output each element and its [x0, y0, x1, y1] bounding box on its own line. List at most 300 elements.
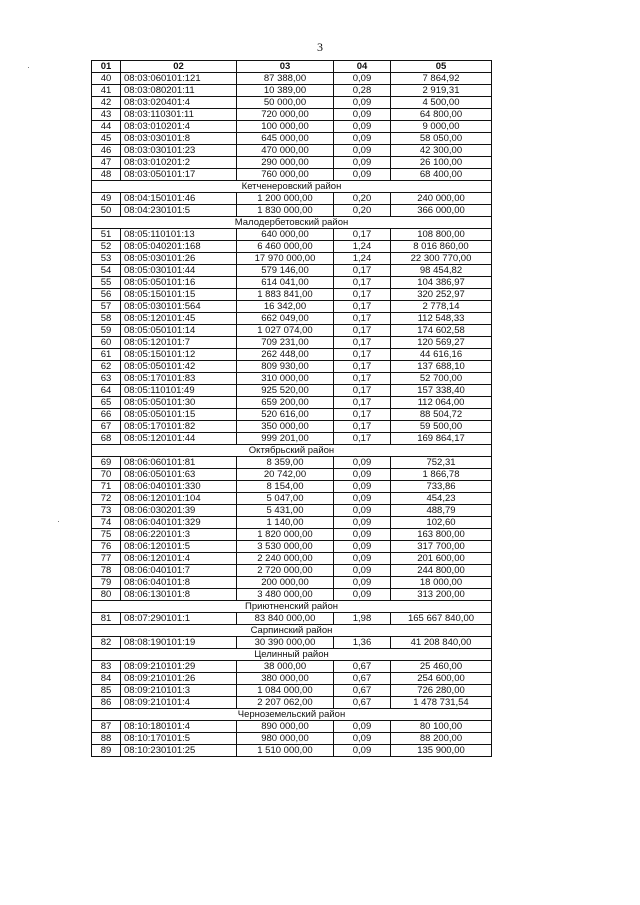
row-number: 44	[92, 121, 121, 133]
table-row	[92, 385, 492, 397]
cadastral-value: 290 000,00	[237, 157, 334, 169]
row-number: 78	[92, 565, 121, 577]
cadastral-number: 08:03:030101:23	[121, 145, 237, 157]
table-row	[92, 529, 492, 541]
cadastral-value: 1 084 000,00	[237, 685, 334, 697]
table-row	[92, 289, 492, 301]
tax-amount: 88 504,72	[391, 409, 492, 421]
tax-rate: 0,17	[334, 325, 391, 337]
tax-amount: 68 400,00	[391, 169, 492, 181]
cadastral-value: 1 830 000,00	[237, 205, 334, 217]
table-row	[92, 553, 492, 565]
cadastral-number: 08:05:040201:168	[121, 241, 237, 253]
cadastral-value: 8 359,00	[237, 457, 334, 469]
row-number: 42	[92, 97, 121, 109]
tax-rate: 0,17	[334, 397, 391, 409]
table-row	[92, 517, 492, 529]
tax-amount: 88 200,00	[391, 733, 492, 745]
table-row	[92, 313, 492, 325]
row-number: 83	[92, 661, 121, 673]
district-name: Сарпинский район	[92, 625, 492, 637]
table-row	[92, 565, 492, 577]
cadastral-number: 08:05:110101:13	[121, 229, 237, 241]
district-header-row	[92, 709, 492, 721]
cadastral-number: 08:05:120101:44	[121, 433, 237, 445]
row-number: 69	[92, 457, 121, 469]
cadastral-number: 08:03:010201:2	[121, 157, 237, 169]
row-number: 48	[92, 169, 121, 181]
tax-rate: 0,17	[334, 289, 391, 301]
cadastral-value: 16 342,00	[237, 301, 334, 313]
tax-amount: 112 548,33	[391, 313, 492, 325]
tax-rate: 0,09	[334, 553, 391, 565]
tax-amount: 44 616,16	[391, 349, 492, 361]
district-header-row	[92, 649, 492, 661]
cadastral-number: 08:06:050101:63	[121, 469, 237, 481]
row-number: 66	[92, 409, 121, 421]
tax-rate: 1,98	[334, 613, 391, 625]
tax-amount: 240 000,00	[391, 193, 492, 205]
row-number: 65	[92, 397, 121, 409]
tax-rate: 0,09	[334, 145, 391, 157]
cadastral-value: 1 510 000,00	[237, 745, 334, 757]
cadastral-value: 520 616,00	[237, 409, 334, 421]
cadastral-value: 200 000,00	[237, 577, 334, 589]
column-header: 03	[237, 61, 334, 73]
tax-amount: 41 208 840,00	[391, 637, 492, 649]
cadastral-number: 08:03:010201:4	[121, 121, 237, 133]
table-row	[92, 157, 492, 169]
cadastral-number: 08:09:210101:3	[121, 685, 237, 697]
tax-rate: 0,09	[334, 121, 391, 133]
cadastral-number: 08:06:030201:39	[121, 505, 237, 517]
row-number: 71	[92, 481, 121, 493]
tax-amount: 80 100,00	[391, 721, 492, 733]
tax-amount: 244 800,00	[391, 565, 492, 577]
table-row	[92, 373, 492, 385]
tax-rate: 0,17	[334, 361, 391, 373]
row-number: 81	[92, 613, 121, 625]
cadastral-number: 08:03:050101:17	[121, 169, 237, 181]
cadastral-number: 08:06:220101:3	[121, 529, 237, 541]
row-number: 51	[92, 229, 121, 241]
tax-rate: 0,09	[334, 157, 391, 169]
cadastral-value: 350 000,00	[237, 421, 334, 433]
table-row	[92, 421, 492, 433]
cadastral-number: 08:05:150101:12	[121, 349, 237, 361]
row-number: 60	[92, 337, 121, 349]
cadastral-value: 614 041,00	[237, 277, 334, 289]
row-number: 54	[92, 265, 121, 277]
row-number: 61	[92, 349, 121, 361]
cadastral-number: 08:05:120101:45	[121, 313, 237, 325]
cadastral-number: 08:09:210101:4	[121, 697, 237, 709]
cadastral-number: 08:05:170101:83	[121, 373, 237, 385]
row-number: 84	[92, 673, 121, 685]
tax-amount: 1 866,78	[391, 469, 492, 481]
row-number: 52	[92, 241, 121, 253]
tax-rate: 0,09	[334, 565, 391, 577]
cadastral-value: 38 000,00	[237, 661, 334, 673]
cadastral-number: 08:04:230101:5	[121, 205, 237, 217]
cadastral-number: 08:06:120101:4	[121, 553, 237, 565]
row-number: 74	[92, 517, 121, 529]
cadastral-number: 08:03:030101:8	[121, 133, 237, 145]
cadastral-value: 6 460 000,00	[237, 241, 334, 253]
tax-amount: 25 460,00	[391, 661, 492, 673]
table-row	[92, 229, 492, 241]
cadastral-value: 87 388,00	[237, 73, 334, 85]
cadastral-value: 709 231,00	[237, 337, 334, 349]
tax-rate: 0,09	[334, 541, 391, 553]
column-header: 01	[92, 61, 121, 73]
table-row	[92, 493, 492, 505]
district-header-row	[92, 217, 492, 229]
table-row	[92, 541, 492, 553]
tax-rate: 0,09	[334, 505, 391, 517]
tax-amount: 59 500,00	[391, 421, 492, 433]
tax-rate: 0,09	[334, 529, 391, 541]
table-row	[92, 121, 492, 133]
cadastral-number: 08:05:050101:42	[121, 361, 237, 373]
tax-rate: 0,17	[334, 313, 391, 325]
tax-rate: 0,20	[334, 193, 391, 205]
tax-amount: 7 864,92	[391, 73, 492, 85]
row-number: 89	[92, 745, 121, 757]
cadastral-number: 08:05:050101:30	[121, 397, 237, 409]
tax-rate: 0,67	[334, 673, 391, 685]
row-number: 45	[92, 133, 121, 145]
row-number: 55	[92, 277, 121, 289]
cadastral-value: 1 140,00	[237, 517, 334, 529]
cadastral-value: 30 390 000,00	[237, 637, 334, 649]
cadastral-value: 3 480 000,00	[237, 589, 334, 601]
row-number: 62	[92, 361, 121, 373]
cadastral-number: 08:10:170101:5	[121, 733, 237, 745]
cadastral-number: 08:06:120101:104	[121, 493, 237, 505]
row-number: 72	[92, 493, 121, 505]
tax-rate: 0,17	[334, 277, 391, 289]
tax-amount: 104 386,97	[391, 277, 492, 289]
district-header-row	[92, 445, 492, 457]
row-number: 53	[92, 253, 121, 265]
cadastral-number: 08:05:110101:49	[121, 385, 237, 397]
table-row	[92, 637, 492, 649]
tax-rate: 1,24	[334, 241, 391, 253]
cadastral-value: 470 000,00	[237, 145, 334, 157]
cadastral-number: 08:10:180101:4	[121, 721, 237, 733]
table-row	[92, 577, 492, 589]
table-row	[92, 133, 492, 145]
table-row	[92, 673, 492, 685]
cadastral-number: 08:06:040101:329	[121, 517, 237, 529]
cadastral-value: 100 000,00	[237, 121, 334, 133]
tax-amount: 2 778,14	[391, 301, 492, 313]
tax-rate: 0,09	[334, 73, 391, 85]
row-number: 86	[92, 697, 121, 709]
district-header-row	[92, 625, 492, 637]
cadastral-value: 760 000,00	[237, 169, 334, 181]
table-row	[92, 481, 492, 493]
tax-rate: 0,17	[334, 409, 391, 421]
cadastral-value: 720 000,00	[237, 109, 334, 121]
district-name: Черноземельский район	[92, 709, 492, 721]
tax-rate: 0,09	[334, 721, 391, 733]
table-row	[92, 733, 492, 745]
row-number: 59	[92, 325, 121, 337]
tax-rate: 0,17	[334, 229, 391, 241]
table-row	[92, 721, 492, 733]
table-row	[92, 325, 492, 337]
tax-amount: 42 300,00	[391, 145, 492, 157]
cadastral-value: 2 720 000,00	[237, 565, 334, 577]
tax-amount: 64 800,00	[391, 109, 492, 121]
table-row	[92, 73, 492, 85]
cadastral-number: 08:10:230101:25	[121, 745, 237, 757]
cadastral-value: 2 240 000,00	[237, 553, 334, 565]
tax-rate: 0,17	[334, 421, 391, 433]
table-row	[92, 205, 492, 217]
cadastral-number: 08:03:060101:121	[121, 73, 237, 85]
tax-amount: 733,86	[391, 481, 492, 493]
table-row	[92, 685, 492, 697]
cadastral-value: 1 820 000,00	[237, 529, 334, 541]
tax-rate: 0,09	[334, 109, 391, 121]
tax-rate: 0,67	[334, 685, 391, 697]
cadastral-value: 8 154,00	[237, 481, 334, 493]
cadastral-value: 17 970 000,00	[237, 253, 334, 265]
row-number: 70	[92, 469, 121, 481]
column-header: 02	[121, 61, 237, 73]
table-row	[92, 253, 492, 265]
table-row	[92, 397, 492, 409]
tax-rate: 0,17	[334, 433, 391, 445]
cadastral-value: 1 883 841,00	[237, 289, 334, 301]
row-number: 75	[92, 529, 121, 541]
tax-rate: 0,09	[334, 133, 391, 145]
cadastral-number: 08:05:030101:26	[121, 253, 237, 265]
cadastral-number: 08:05:030101:564	[121, 301, 237, 313]
tax-rate: 0,67	[334, 661, 391, 673]
cadastral-number: 08:05:050101:16	[121, 277, 237, 289]
tax-amount: 317 700,00	[391, 541, 492, 553]
table-header-row	[92, 61, 492, 73]
row-number: 57	[92, 301, 121, 313]
table-row	[92, 145, 492, 157]
tax-amount: 112 064,00	[391, 397, 492, 409]
district-name: Кетченеровский район	[92, 181, 492, 193]
cadastral-value: 925 520,00	[237, 385, 334, 397]
tax-amount: 320 252,97	[391, 289, 492, 301]
row-number: 47	[92, 157, 121, 169]
table-row	[92, 433, 492, 445]
cadastral-number: 08:06:130101:8	[121, 589, 237, 601]
tax-rate: 0,17	[334, 265, 391, 277]
tax-rate: 0,09	[334, 469, 391, 481]
tax-rate: 0,09	[334, 745, 391, 757]
cadastral-value: 5 047,00	[237, 493, 334, 505]
cadastral-number: 08:05:120101:7	[121, 337, 237, 349]
tax-amount: 18 000,00	[391, 577, 492, 589]
cadastral-value: 640 000,00	[237, 229, 334, 241]
table-row	[92, 409, 492, 421]
cadastral-value: 662 049,00	[237, 313, 334, 325]
cadastral-table	[91, 60, 492, 757]
cadastral-number: 08:06:040101:8	[121, 577, 237, 589]
row-number: 56	[92, 289, 121, 301]
district-name: Целинный район	[92, 649, 492, 661]
row-number: 80	[92, 589, 121, 601]
cadastral-number: 08:05:030101:44	[121, 265, 237, 277]
table-row	[92, 337, 492, 349]
tax-amount: 135 900,00	[391, 745, 492, 757]
row-number: 73	[92, 505, 121, 517]
table-row	[92, 193, 492, 205]
table-row	[92, 469, 492, 481]
cadastral-value: 10 389,00	[237, 85, 334, 97]
row-number: 77	[92, 553, 121, 565]
tax-rate: 0,09	[334, 481, 391, 493]
page-number: 3	[317, 40, 323, 54]
district-name: Октябрьский район	[92, 445, 492, 457]
district-name: Малодербетовский район	[92, 217, 492, 229]
row-number: 63	[92, 373, 121, 385]
tax-amount: 1 478 731,54	[391, 697, 492, 709]
margin-mark: ·	[57, 516, 60, 526]
table-row	[92, 277, 492, 289]
tax-amount: 4 500,00	[391, 97, 492, 109]
tax-amount: 102,60	[391, 517, 492, 529]
tax-amount: 165 667 840,00	[391, 613, 492, 625]
cadastral-value: 50 000,00	[237, 97, 334, 109]
tax-rate: 1,36	[334, 637, 391, 649]
row-number: 68	[92, 433, 121, 445]
cadastral-value: 2 207 062,00	[237, 697, 334, 709]
cadastral-number: 08:03:110301:11	[121, 109, 237, 121]
tax-amount: 26 100,00	[391, 157, 492, 169]
district-header-row	[92, 601, 492, 613]
cadastral-number: 08:06:040101:330	[121, 481, 237, 493]
cadastral-value: 659 200,00	[237, 397, 334, 409]
cadastral-number: 08:09:210101:26	[121, 673, 237, 685]
tax-amount: 22 300 770,00	[391, 253, 492, 265]
margin-mark: ·	[27, 62, 30, 72]
cadastral-number: 08:05:050101:14	[121, 325, 237, 337]
table-row	[92, 457, 492, 469]
tax-rate: 0,67	[334, 697, 391, 709]
cadastral-value: 1 200 000,00	[237, 193, 334, 205]
row-number: 85	[92, 685, 121, 697]
cadastral-number: 08:09:210101:29	[121, 661, 237, 673]
cadastral-number: 08:05:050101:15	[121, 409, 237, 421]
row-number: 43	[92, 109, 121, 121]
tax-rate: 0,09	[334, 577, 391, 589]
tax-rate: 0,09	[334, 97, 391, 109]
tax-amount: 120 569,27	[391, 337, 492, 349]
table-row	[92, 109, 492, 121]
district-header-row	[92, 181, 492, 193]
tax-rate: 0,09	[334, 457, 391, 469]
tax-amount: 366 000,00	[391, 205, 492, 217]
tax-amount: 313 200,00	[391, 589, 492, 601]
row-number: 64	[92, 385, 121, 397]
table-row	[92, 745, 492, 757]
row-number: 41	[92, 85, 121, 97]
tax-amount: 488,79	[391, 505, 492, 517]
tax-amount: 2 919,31	[391, 85, 492, 97]
table-row	[92, 301, 492, 313]
table-row	[92, 361, 492, 373]
cadastral-number: 08:08:190101:19	[121, 637, 237, 649]
table-row	[92, 697, 492, 709]
cadastral-value: 579 146,00	[237, 265, 334, 277]
cadastral-number: 08:04:150101:46	[121, 193, 237, 205]
district-name: Приютненский район	[92, 601, 492, 613]
table-body	[92, 73, 492, 757]
table-row	[92, 97, 492, 109]
table-row	[92, 265, 492, 277]
cadastral-number: 08:06:040101:7	[121, 565, 237, 577]
tax-rate: 0,09	[334, 169, 391, 181]
tax-rate: 0,17	[334, 349, 391, 361]
row-number: 49	[92, 193, 121, 205]
row-number: 79	[92, 577, 121, 589]
table-row	[92, 613, 492, 625]
cadastral-number: 08:06:060101:81	[121, 457, 237, 469]
tax-rate: 0,09	[334, 589, 391, 601]
row-number: 50	[92, 205, 121, 217]
cadastral-value: 380 000,00	[237, 673, 334, 685]
cadastral-number: 08:05:170101:82	[121, 421, 237, 433]
row-number: 46	[92, 145, 121, 157]
tax-amount: 726 280,00	[391, 685, 492, 697]
table-row	[92, 589, 492, 601]
tax-amount: 9 000,00	[391, 121, 492, 133]
cadastral-number: 08:03:020401:4	[121, 97, 237, 109]
row-number: 82	[92, 637, 121, 649]
column-header: 05	[391, 61, 492, 73]
cadastral-value: 809 930,00	[237, 361, 334, 373]
tax-amount: 108 800,00	[391, 229, 492, 241]
tax-amount: 137 688,10	[391, 361, 492, 373]
tax-rate: 0,17	[334, 301, 391, 313]
row-number: 58	[92, 313, 121, 325]
tax-amount: 8 016 860,00	[391, 241, 492, 253]
tax-amount: 52 700,00	[391, 373, 492, 385]
cadastral-value: 890 000,00	[237, 721, 334, 733]
cadastral-value: 5 431,00	[237, 505, 334, 517]
tax-amount: 58 050,00	[391, 133, 492, 145]
tax-rate: 1,24	[334, 253, 391, 265]
tax-amount: 174 602,58	[391, 325, 492, 337]
table-row	[92, 349, 492, 361]
table-row	[92, 169, 492, 181]
cadastral-number: 08:07:290101:1	[121, 613, 237, 625]
tax-amount: 254 600,00	[391, 673, 492, 685]
tax-rate: 0,17	[334, 337, 391, 349]
cadastral-value: 3 530 000,00	[237, 541, 334, 553]
cadastral-number: 08:05:150101:15	[121, 289, 237, 301]
table-row	[92, 241, 492, 253]
tax-rate: 0,09	[334, 517, 391, 529]
cadastral-value: 83 840 000,00	[237, 613, 334, 625]
tax-amount: 157 338,40	[391, 385, 492, 397]
row-number: 67	[92, 421, 121, 433]
tax-rate: 0,09	[334, 493, 391, 505]
cadastral-value: 310 000,00	[237, 373, 334, 385]
tax-rate: 0,28	[334, 85, 391, 97]
tax-rate: 0,17	[334, 373, 391, 385]
